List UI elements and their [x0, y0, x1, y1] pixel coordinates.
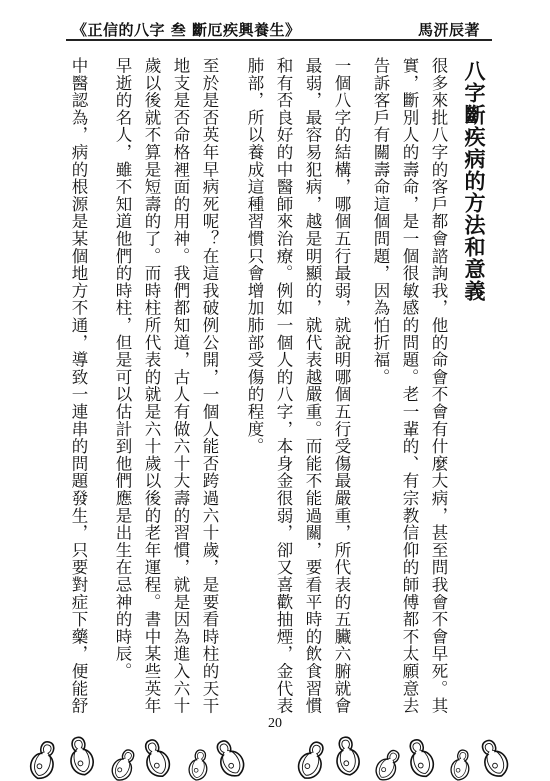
author-header: 馬汧辰著 [417, 21, 480, 39]
text-column: 最弱，最容易犯病，越是明顯的，就代表越嚴重。而能不能過關，要看平時的飲食習慣 [303, 57, 322, 715]
text-column: 中醫認為，病的根源是某個地方不通，導致一連串的問題發生，只要對症下藥，便能舒 [69, 57, 88, 715]
text-column: 地支是否命格裡面的用神。我們都知道，古人有做六十大壽的習慣，就是因為進入六十 [171, 57, 190, 715]
section-title: 八字斷疾病的方法和意義 [462, 60, 487, 302]
text-column: 一個八字的結構，哪個五行最弱，就說明哪個五行受傷最嚴重，所代表的五臟六腑就會 [332, 57, 351, 715]
header-rule [66, 39, 492, 41]
book-title-header: 《正信的八字 叁 斷厄疾興養生》 [72, 21, 301, 39]
text-column: 告訴客戶有關壽命這個問題，因為怕折福。 [371, 57, 390, 386]
text-column: 很多來批八字的客戶都會諮詢我，他的命會不會有什麼大病，甚至問我會不會早死。其 [429, 57, 448, 715]
text-column: 至於是否英年早病死呢？在這我破例公開，一個人能否跨過六十歲，是要看時柱的天干 [200, 57, 219, 715]
text-column: 早逝的名人，雖不知道他們的時柱，但是可以估計到他們應是出生在忌神的時辰。 [113, 57, 132, 680]
text-column: 肺部，所以養成這種習慣只會增加肺部受傷的程度。 [245, 57, 264, 455]
gourd-ornament-border [0, 725, 550, 781]
text-column: 和有否良好的中醫師來治療。例如一個人的八字，本身金很弱，卻又喜歡抽煙，金代表 [274, 57, 293, 715]
page-number: 20 [268, 716, 282, 731]
text-column: 實，斷別人的壽命，是一個很敏感的問題。老一輩的、有宗教信仰的師傅都不太願意去 [400, 57, 419, 715]
text-column: 歲以後就不算是短壽的了。而時柱所代表的就是六十歲以後的老年運程。書中某些英年 [142, 57, 161, 715]
